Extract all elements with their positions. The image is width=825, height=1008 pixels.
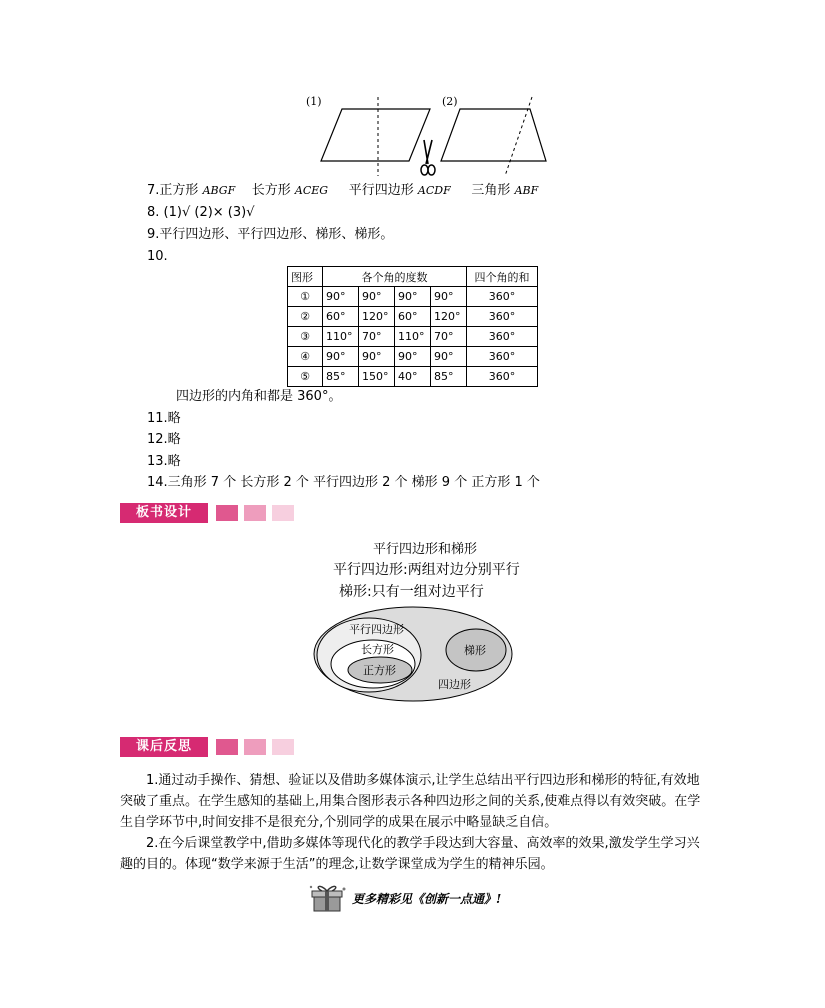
venn-label-square: 正方形	[363, 664, 396, 677]
venn-label-trapezoid: 梯形	[464, 644, 486, 657]
board-line-2: 梯形:只有一组对边平行	[339, 584, 484, 600]
table-row: ⑤ 85° 150° 40° 85° 360°	[288, 367, 538, 387]
gift-box-icon	[308, 883, 348, 913]
banner-square	[272, 739, 294, 755]
board-title: 平行四边形和梯形	[373, 542, 478, 557]
answer-9: 9.平行四边形、平行四边形、梯形、梯形。	[147, 227, 394, 242]
answer-10: 10.	[147, 249, 168, 264]
quadrilateral-venn-diagram	[312, 605, 516, 703]
venn-label-parallelogram: 平行四边形	[349, 623, 404, 636]
figure-1-label: (1)	[306, 95, 322, 108]
table-row: ③ 110° 70° 110° 70° 360°	[288, 327, 538, 347]
table-header-row	[288, 267, 538, 287]
board-line-1: 平行四边形:两组对边分别平行	[333, 562, 520, 578]
banner-square	[244, 739, 266, 755]
footer	[308, 883, 548, 913]
angle-table	[287, 266, 538, 387]
banner-label: 课后反思	[120, 737, 208, 757]
footer-text: 更多精彩见《创新一点通》!	[352, 892, 502, 906]
parallelogram-shape	[321, 109, 430, 161]
table-row: ④ 90° 90° 90° 90° 360°	[288, 347, 538, 367]
banner-square	[216, 739, 238, 755]
banner-square	[272, 505, 294, 521]
answer-12: 12.略	[147, 432, 181, 447]
banner-square	[216, 505, 238, 521]
banner-square	[244, 505, 266, 521]
banner-label: 板书设计	[120, 503, 208, 523]
figure-2-label: (2)	[442, 95, 458, 108]
reflection-banner	[120, 737, 296, 757]
venn-label-rectangle: 长方形	[361, 643, 394, 656]
answer-7: 7.正方形 ABGF 长方形 ACEG 平行四边形 ACDF 三角形 ABF	[147, 183, 539, 198]
venn-label-quadrilateral: 四边形	[438, 678, 471, 691]
table-header: 图形	[288, 267, 323, 287]
reflection-paragraph-1: 1.通过动手操作、猜想、验证以及借助多媒体演示,让学生总结出平行四边形和梯形的特征,有效地突破了重点。在学生感知的基础上,用集合图形表示各种四边形之间的关系,使难点得以有效突破。在学生自学环节中,时间安排不是很充分,个别同学的成果在展示中略显缺乏自信。	[120, 773, 701, 830]
table-header: 各个角的度数	[323, 267, 467, 287]
answer-14: 14.三角形 7 个 长方形 2 个 平行四边形 2 个 梯形 9 个 正方形 1 个	[147, 475, 540, 490]
answer-8: 8. (1)√ (2)× (3)√	[147, 205, 255, 220]
answer-10-note: 四边形的内角和都是 360°。	[176, 389, 342, 404]
board-design-banner	[120, 503, 296, 523]
reflection-paragraph-2: 2.在今后课堂教学中,借助多媒体等现代化的教学手段达到大容量、高效率的效果,激发学生学习兴趣的目的。体现“数学来源于生活”的理念,让数学课堂成为学生的精神乐园。	[120, 836, 700, 872]
scissors-icon	[421, 140, 435, 175]
answer-13: 13.略	[147, 454, 181, 469]
table-row: ② 60° 120° 60° 120° 360°	[288, 307, 538, 327]
trapezoid-shape	[441, 109, 546, 161]
table-header: 四个角的和	[467, 267, 538, 287]
cut-figures	[300, 92, 560, 180]
reflection-text	[120, 770, 704, 875]
table-row: ① 90° 90° 90° 90° 360°	[288, 287, 538, 307]
answer-11: 11.略	[147, 411, 181, 426]
